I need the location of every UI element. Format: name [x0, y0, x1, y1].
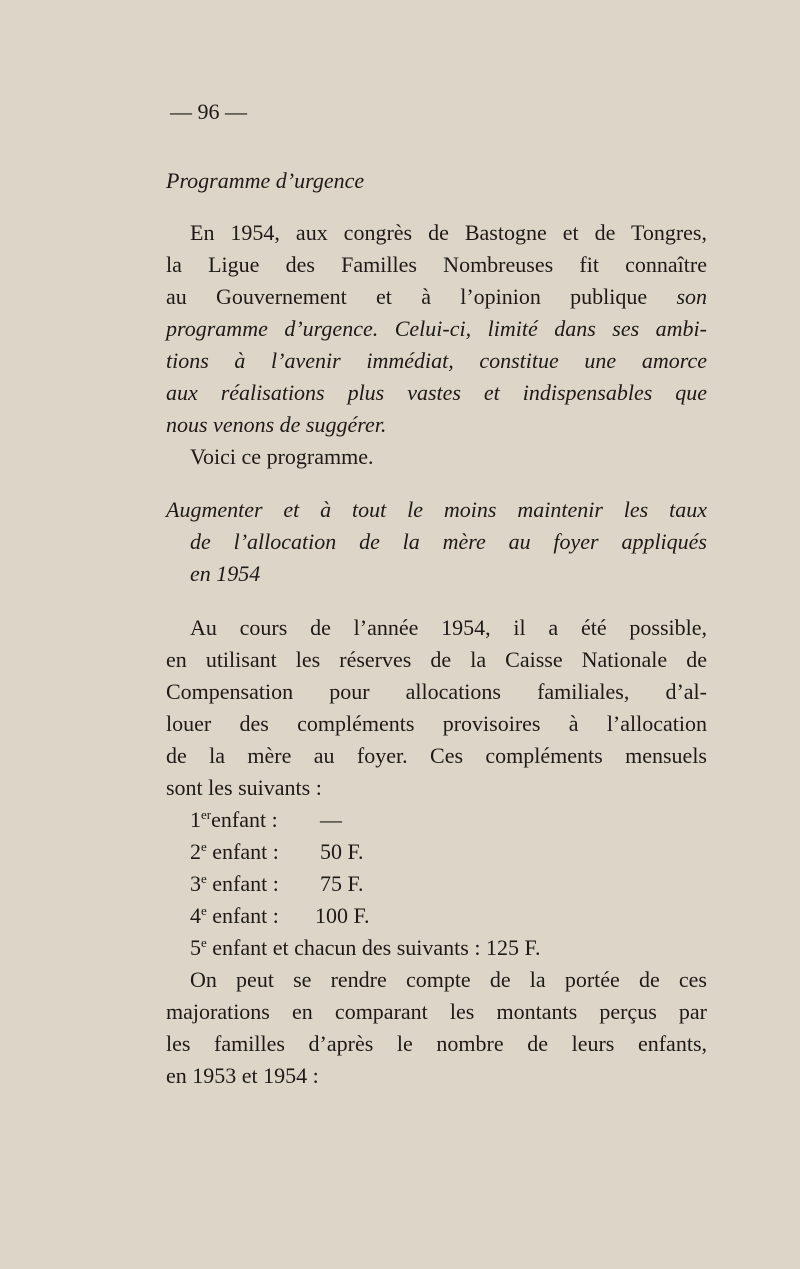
paragraph-line: louer des compléments provisoires à l’allocation: [166, 711, 707, 736]
subheading-line: de l’allocation de la mère au foyer appliqués: [190, 529, 707, 554]
supplement-row: 1erenfant : —: [190, 807, 342, 832]
paragraph-line: nous venons de suggérer.: [166, 412, 387, 437]
paragraph-line: Voici ce programme.: [190, 444, 374, 469]
paragraph-line: Compensation pour allocations familiales, d’al-: [166, 679, 707, 704]
paragraph-line: en utilisant les réserves de la Caisse Nationale de: [166, 647, 707, 672]
page-number: — 96 —: [170, 99, 247, 124]
supplement-row: 4e enfant : 100 F.: [190, 903, 370, 928]
paragraph-line: la Ligue des Familles Nombreuses fit connaître: [166, 252, 707, 277]
paragraph-line: sont les suivants :: [166, 775, 322, 800]
paragraph-line: en 1953 et 1954 :: [166, 1063, 319, 1088]
supplement-row: 5e enfant et chacun des suivants : 125 F.: [190, 935, 541, 960]
paragraph-line: On peut se rendre compte de la portée de ces: [190, 967, 707, 992]
paragraph-line: Au cours de l’année 1954, il a été possible,: [190, 615, 707, 640]
paragraph-line: En 1954, aux congrès de Bastogne et de Tongres,: [190, 220, 707, 245]
supplement-row: 3e enfant : 75 F.: [190, 871, 364, 896]
subheading-line: Augmenter et à tout le moins maintenir les taux: [166, 497, 707, 522]
paragraph-line: de la mère au foyer. Ces compléments mensuels: [166, 743, 707, 768]
supplement-row: 2e enfant : 50 F.: [190, 839, 364, 864]
paragraph-line: tions à l’avenir immédiat, constitue une amorce: [166, 348, 707, 373]
paragraph-line: majorations en comparant les montants perçus par: [166, 999, 707, 1024]
paragraph-line: les familles d’après le nombre de leurs enfants,: [166, 1031, 707, 1056]
paragraph-line: programme d’urgence. Celui-ci, limité dans ses ambi-: [166, 316, 707, 341]
section-heading: Programme d’urgence: [166, 168, 365, 193]
paragraph-line: aux réalisations plus vastes et indispensables que: [166, 380, 707, 405]
paragraph-line: au Gouvernement et à l’opinion publique son: [166, 284, 708, 309]
subheading-line: en 1954: [190, 561, 261, 586]
